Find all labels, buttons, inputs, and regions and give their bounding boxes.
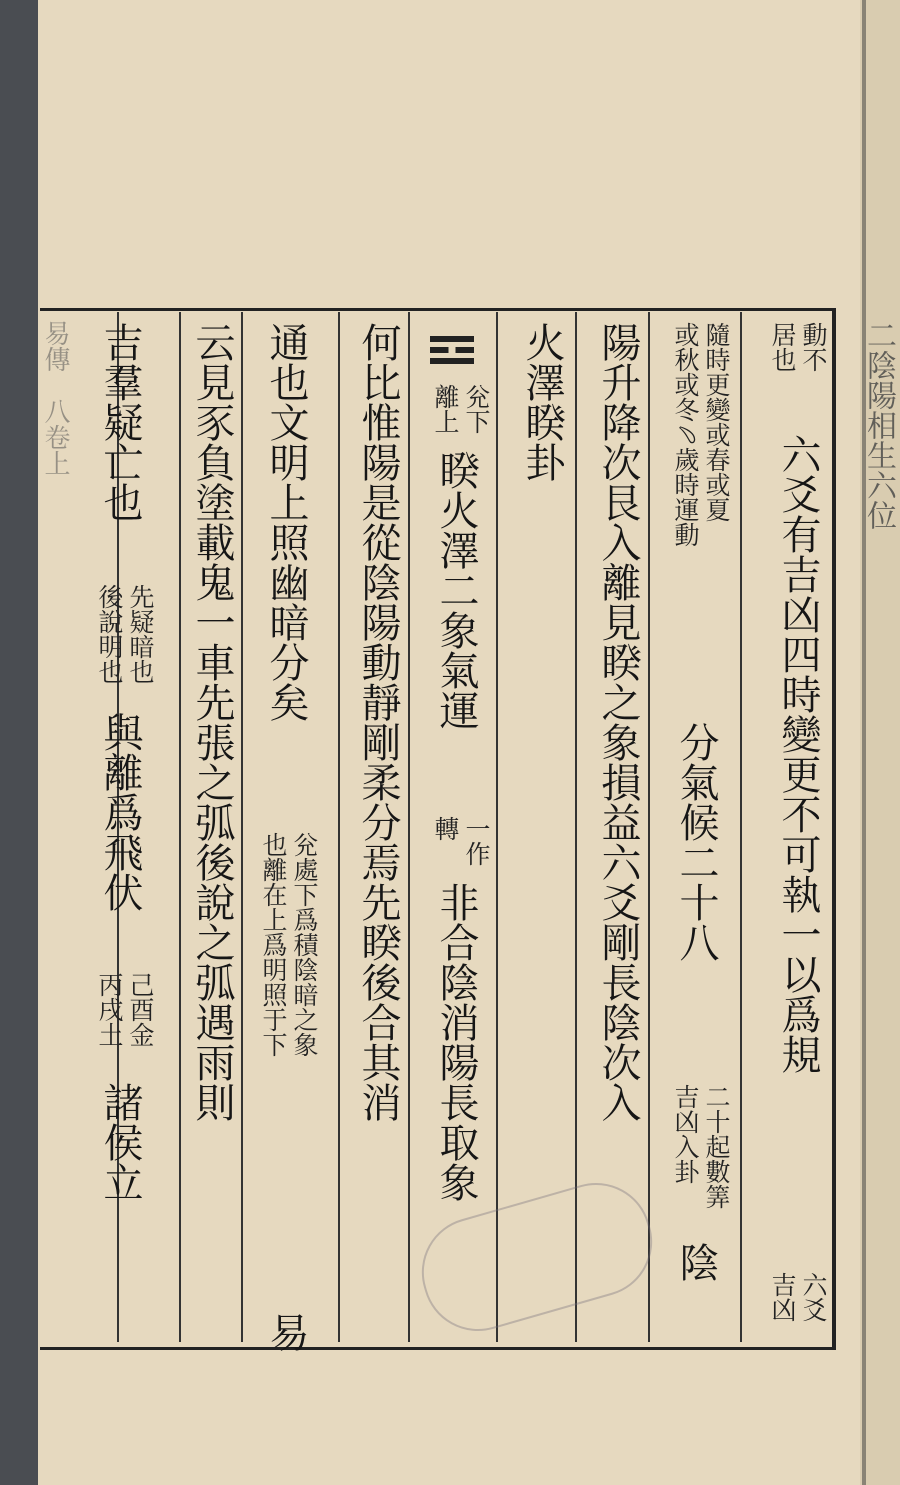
main-text: 與離爲飛伏 bbox=[97, 712, 143, 912]
trigram-line bbox=[430, 358, 474, 364]
text-column-8 bbox=[176, 322, 238, 1342]
column-rule bbox=[648, 312, 650, 1342]
annotation: 六爻 吉凶 bbox=[768, 1272, 828, 1322]
annotation: 動不 居也 bbox=[768, 322, 828, 372]
main-text: 火澤睽卦 bbox=[519, 322, 565, 482]
main-text: 分氣候二十八 bbox=[673, 722, 719, 962]
text-column-1 bbox=[762, 322, 828, 1342]
annotation: 先疑暗也 後說明也 bbox=[95, 584, 155, 684]
trigram-symbol bbox=[430, 336, 474, 369]
margin-label: 易傳 八卷上 bbox=[40, 320, 70, 476]
facing-page-edge bbox=[860, 0, 900, 1485]
adjacent-page-text: 二陰陽相生六位 bbox=[861, 320, 896, 530]
main-text: 陰 bbox=[673, 1242, 719, 1282]
main-text: 諸侯立 bbox=[97, 1082, 143, 1202]
column-rule bbox=[338, 312, 340, 1342]
text-column-9 bbox=[84, 322, 155, 1342]
annotation: 兊處下爲積陰暗之象 也離在上爲明照于下 bbox=[259, 832, 319, 1057]
annotation: 己酉金 丙戌土 bbox=[95, 972, 155, 1047]
main-text: 通也文明上照幽暗分矣 bbox=[263, 322, 309, 722]
annotation: 兊下 離上 bbox=[431, 384, 491, 434]
main-text: 易 bbox=[263, 1312, 309, 1352]
annotation: 隨時更變或春或夏 或秋或冬﹆歲時運動 bbox=[671, 322, 731, 547]
main-text: 非合陰消陽長取象 bbox=[433, 882, 479, 1202]
text-column-5 bbox=[420, 322, 491, 1342]
text-column-6 bbox=[342, 322, 404, 1342]
main-text: 吉羣疑亡也 bbox=[97, 322, 143, 522]
column-rule bbox=[408, 312, 410, 1342]
column-rule bbox=[740, 312, 742, 1342]
main-text: 陽升降次艮入離見睽之象損益六爻剛長陰次入 bbox=[595, 322, 641, 1122]
main-text: 云見豕負塗載鬼一車先張之弧後說之弧遇雨則 bbox=[189, 322, 235, 1122]
text-column-7 bbox=[250, 322, 319, 1352]
main-text: 睽火澤二象氣運 bbox=[433, 450, 479, 730]
text-column-3 bbox=[582, 322, 644, 1342]
trigram-line bbox=[430, 347, 474, 353]
annotation: 一作 轉 bbox=[431, 816, 491, 866]
text-column-2 bbox=[660, 322, 731, 1342]
text-column-4 bbox=[506, 322, 568, 1342]
annotation: 二十起數筭 吉凶入卦 bbox=[671, 1084, 731, 1209]
trigram-line bbox=[430, 336, 474, 342]
main-text: 六爻有吉凶四時變更不可執一以爲規 bbox=[775, 434, 821, 1074]
column-rule bbox=[241, 312, 243, 1342]
main-text: 何比惟陽是從陰陽動靜剛柔分焉先睽後合其消 bbox=[355, 322, 401, 1122]
book-spine bbox=[862, 0, 866, 1485]
column-rule bbox=[496, 312, 498, 1342]
